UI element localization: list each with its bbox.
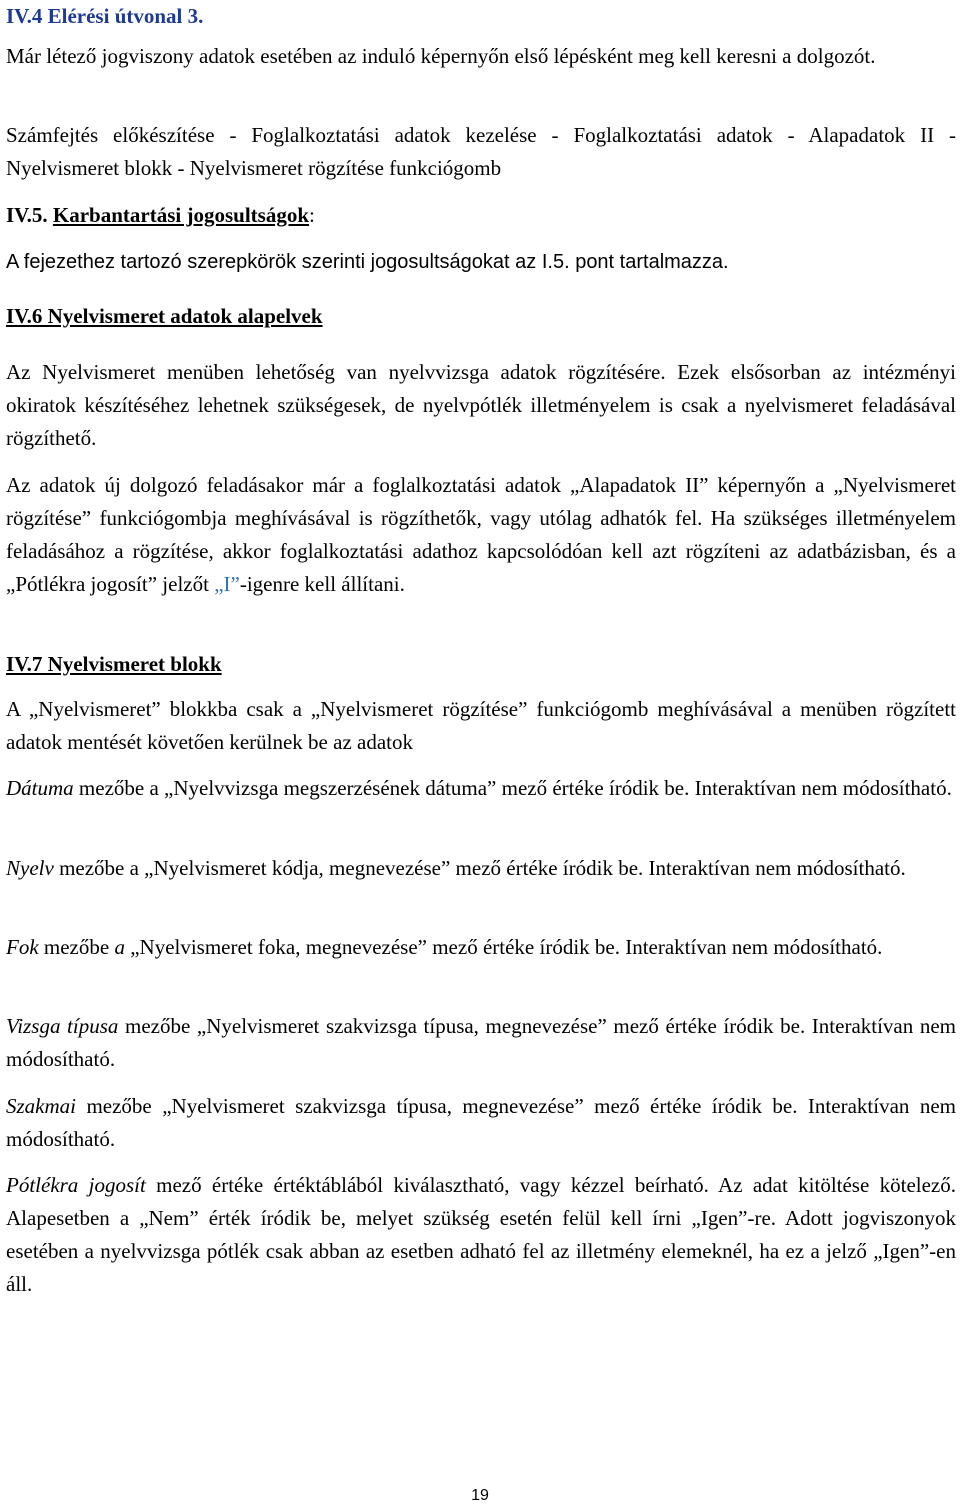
field-name: Pótlékra jogosít bbox=[6, 1173, 146, 1197]
field-description-nyelv bbox=[6, 852, 956, 885]
page-number: 19 bbox=[471, 1487, 489, 1504]
field-description-vizsga-tipusa bbox=[6, 1010, 956, 1076]
paragraph-4-4-path: Számfejtés előkészítése - Foglalkoztatási adatok kezelése - Foglalkoztatási adatok - Alapadatok II - Nyelvismeret blokk - Nyelvismeret rögzítése funkciógomb bbox=[6, 123, 956, 180]
field-text: mezőbe a „Nyelvismeret kódja, megnevezése” mező értéke íródik be. Interaktívan nem módosítható. bbox=[53, 856, 906, 880]
section-heading-4-4: IV.4 Elérési útvonal 3. bbox=[6, 4, 204, 28]
section-heading-4-7 bbox=[6, 648, 956, 681]
section-4-5-number: IV.5. bbox=[6, 203, 48, 227]
paragraph-4-7-intro: A „Nyelvismeret” blokkba csak a „Nyelvismeret rögzítése” funkciógomb meghívásával a menüben rögzített adatok mentését követően kerülnek be az adatok bbox=[6, 697, 956, 754]
field-name: Vizsga típusa bbox=[6, 1014, 119, 1038]
field-name: Szakmai bbox=[6, 1094, 76, 1118]
field-text: mezőbe bbox=[38, 935, 115, 959]
field-text: mezőbe a „Nyelvvizsga megszerzésének dátuma” mező értéke íródik be. Interaktívan nem módosítható. bbox=[73, 776, 952, 800]
field-text: mező értéke értéktáblából kiválasztható, vagy kézzel beírható. Az adat kitöltése kötelező. Alapesetben a „Nem” érték íródik be, melyet szükség esetén felül kell írni „Igen”-re. Adott jogviszonyok esetében a nyelvvizsga pótlék csak abban az esetben adható fel az illetmény elemeknél, ha ez a jelző „Igen”-en áll. bbox=[6, 1173, 956, 1296]
field-description-datuma bbox=[6, 772, 956, 805]
section-4-5-colon: : bbox=[309, 203, 315, 227]
section-heading-4-5 bbox=[6, 199, 956, 232]
field-name: Dátuma bbox=[6, 776, 74, 800]
section-heading-4-6 bbox=[6, 300, 956, 333]
field-text-rest: „Nyelvismeret foka, megnevezése” mező értéke íródik be. Interaktívan nem módosítható. bbox=[124, 935, 883, 959]
field-description-fok bbox=[6, 931, 956, 964]
paragraph-4-6-intro: Az Nyelvismeret menüben lehetőség van nyelvvizsga adatok rögzítésére. Ezek elsősorban az intézményi okiratok készítéséhez lehetnek szükségesek, de nyelvpótlék illetményelem is csak a nyelvismeret feladásával rögzíthető. bbox=[6, 360, 956, 450]
field-text: mezőbe „Nyelvismeret szakvizsga típusa, megnevezése” mező értéke íródik be. Interaktívan nem módosítható. bbox=[6, 1014, 957, 1071]
paragraph-4-6-details-c: -igenre kell állítani. bbox=[239, 572, 405, 596]
field-name: Nyelv bbox=[6, 856, 54, 880]
flag-value-i: „I” bbox=[214, 572, 240, 596]
field-text: mezőbe „Nyelvismeret szakvizsga típusa, megnevezése” mező értéke íródik be. Interaktívan nem módosítható. bbox=[6, 1094, 956, 1151]
field-name: Fok bbox=[6, 935, 39, 959]
field-description-potlekra-jogosit bbox=[6, 1169, 956, 1301]
section-4-5-title: Karbantartási jogosultságok bbox=[52, 203, 309, 227]
paragraph-4-4-intro: Már létező jogviszony adatok esetében az induló képernyőn első lépésként meg kell keresni a dolgozót. bbox=[6, 44, 876, 68]
section-4-6-title: IV.6 Nyelvismeret adatok alapelvek bbox=[6, 304, 323, 328]
field-name-article: a bbox=[114, 935, 125, 959]
paragraph-4-6-details-a: Az adatok új dolgozó feladásakor már a foglalkoztatási adatok „Alapadatok II” képernyőn a „Nyelvismeret rögzítése” funkciógombja meghívásával is rögzíthetők, vagy utólag adhatók fel. Ha szükséges illetményelem feladásához a rögzítése, akkor foglalkoztatási adathoz kapcsolódóan kell azt rögzíteni az adatbázisban, és a „Pótlékra jogosít” jelzőt bbox=[6, 473, 956, 596]
field-description-szakmai bbox=[6, 1090, 956, 1156]
section-4-7-title: IV.7 Nyelvismeret blokk bbox=[6, 652, 222, 676]
paragraph-4-5-permissions: A fejezethez tartozó szerepkörök szerinti jogosultságokat az I.5. pont tartalmazza. bbox=[6, 251, 729, 273]
paragraph-4-6-details bbox=[6, 469, 956, 601]
